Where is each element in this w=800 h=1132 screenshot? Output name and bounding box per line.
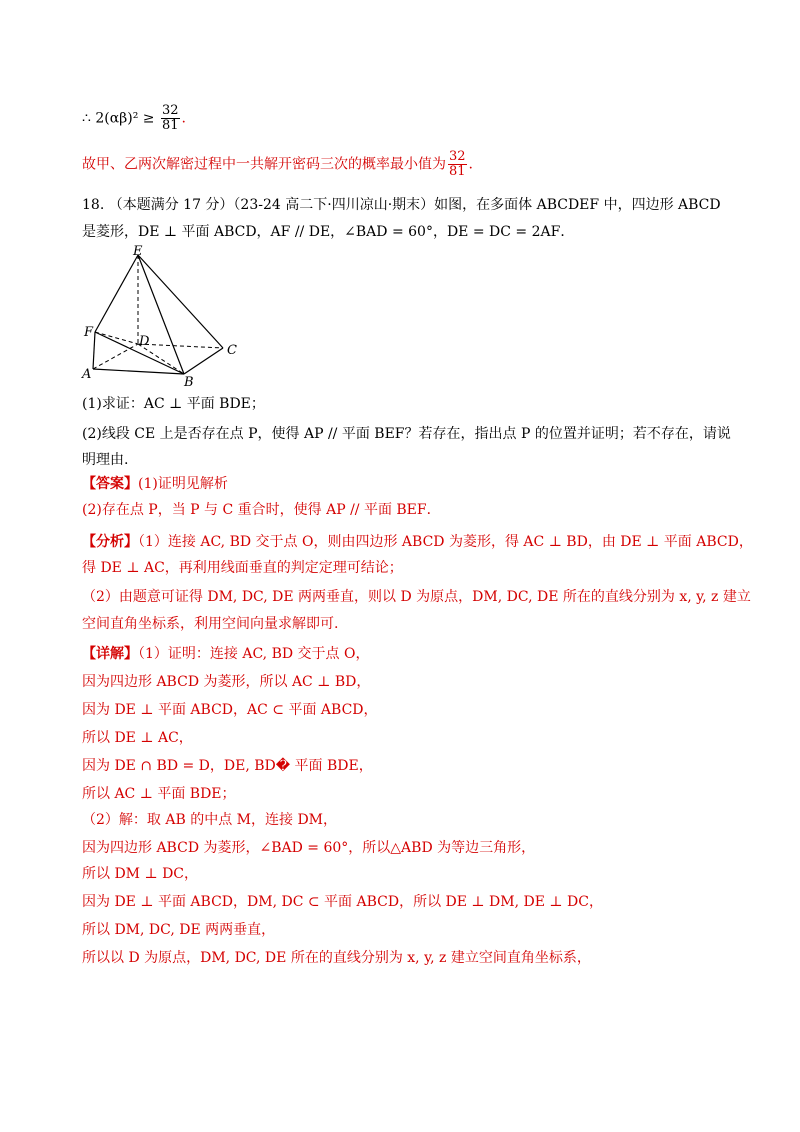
question-2-line-1: (2)线段 CE 上是否存在点 P，使得 AP // 平面 BEF？若存在，指出点 P 的位置并证明；若不存在，请说	[82, 426, 731, 442]
answer-line-1	[82, 474, 228, 494]
problem-line-2: 是菱形，DE ⊥ 平面 ABCD，AF // DE，∠BAD = 60°，DE = DC = 2AF．	[82, 224, 575, 240]
conclusion-line	[82, 150, 473, 179]
detail-line-10: 因为 DE ⊥ 平面 ABCD，DM, DC ⊂ 平面 ABCD，所以 DE ⊥ DM, DE ⊥ DC，	[82, 894, 603, 910]
analysis-tag: 【分析】	[82, 534, 138, 550]
edge-ad-hidden	[93, 344, 138, 369]
conclusion-numerator: 32	[449, 149, 466, 164]
detail-line-6: 所以 AC ⊥ 平面 BDE；	[82, 786, 236, 802]
fraction	[161, 104, 180, 133]
inequality-left: ∴ 2(αβ)² ≥	[82, 110, 159, 127]
conclusion-text: 故甲、乙两次解密过程中一共解开密码三次的概率最小值为	[82, 156, 446, 173]
detail-line-4: 所以 DE ⊥ AC，	[82, 730, 193, 746]
inequality-line	[82, 104, 186, 133]
detail-line-9: 所以 DM ⊥ DC，	[82, 866, 199, 882]
detail-line-8: 因为四边形 ABCD 为菱形，∠BAD = 60°，所以△ABD 为等边三角形，	[82, 840, 536, 856]
problem-line-1: 18. （本题满分 17 分）（23-24 高二下·四川凉山·期末）如图，在多面体 ABCDEF 中，四边形 ABCD	[82, 197, 721, 213]
question-2-line-2: 明理由.	[82, 452, 129, 468]
analysis-line-3: （2）由题意可证得 DM, DC, DE 两两垂直，则以 D 为原点，DM, DC, DE 所在的直线分别为 x, y, z 建立	[82, 589, 751, 605]
edge-dc-hidden	[138, 344, 223, 348]
inequality-end: .	[181, 110, 186, 127]
conclusion-end: .	[468, 156, 473, 173]
detail-line-11: 所以 DM, DC, DE 两两垂直，	[82, 922, 276, 938]
label-b: B	[184, 375, 194, 389]
conclusion-denominator: 81	[449, 164, 466, 179]
detail-line-1	[82, 644, 369, 664]
label-c: C	[227, 343, 237, 358]
fraction-numerator: 32	[161, 103, 179, 118]
detail-text-1: （1）证明：连接 AC, BD 交于点 O，	[138, 646, 370, 662]
question-1: (1)求证：AC ⊥ 平面 BDE；	[82, 396, 265, 412]
polyhedron-figure	[80, 244, 250, 389]
edge-bc	[184, 348, 223, 374]
analysis-line-4: 空间直角坐标系，利用空间向量求解即可.	[82, 616, 339, 632]
detail-line-12: 所以以 D 为原点，DM, DC, DE 所在的直线分别为 x, y, z 建立空间直角坐标系，	[82, 950, 591, 966]
analysis-line-2: 得 DE ⊥ AC，再利用线面垂直的判定定理可结论；	[82, 560, 403, 576]
detail-line-2: 因为四边形 ABCD 为菱形，所以 AC ⊥ BD，	[82, 674, 371, 690]
detail-tag: 【详解】	[82, 646, 138, 662]
analysis-text-1: （1）连接 AC, BD 交于点 O，则由四边形 ABCD 为菱形，得 AC ⊥ BD，由 DE ⊥ 平面 ABCD，	[138, 534, 753, 550]
edge-ea	[95, 255, 138, 332]
edge-fa	[93, 332, 95, 369]
detail-line-3: 因为 DE ⊥ 平面 ABCD，AC ⊂ 平面 ABCD，	[82, 702, 378, 718]
answer-tag: 【答案】	[82, 476, 138, 492]
label-e: E	[133, 244, 143, 259]
label-d: D	[139, 334, 150, 349]
fraction-denominator: 81	[161, 118, 179, 133]
label-f: F	[84, 325, 94, 340]
edge-ab	[93, 369, 184, 374]
detail-line-7: （2）解：取 AB 的中点 M，连接 DM，	[82, 812, 338, 828]
label-a: A	[82, 367, 92, 382]
detail-line-5: 因为 DE ∩ BD = D，DE, BD� 平面 BDE，	[82, 758, 373, 774]
answer-1: (1)证明见解析	[138, 476, 228, 492]
answer-2: (2)存在点 P，当 P 与 C 重合时，使得 AP // 平面 BEF．	[82, 502, 441, 518]
analysis-line-1	[82, 532, 753, 552]
conclusion-fraction	[448, 150, 467, 179]
edge-ec	[138, 255, 223, 348]
